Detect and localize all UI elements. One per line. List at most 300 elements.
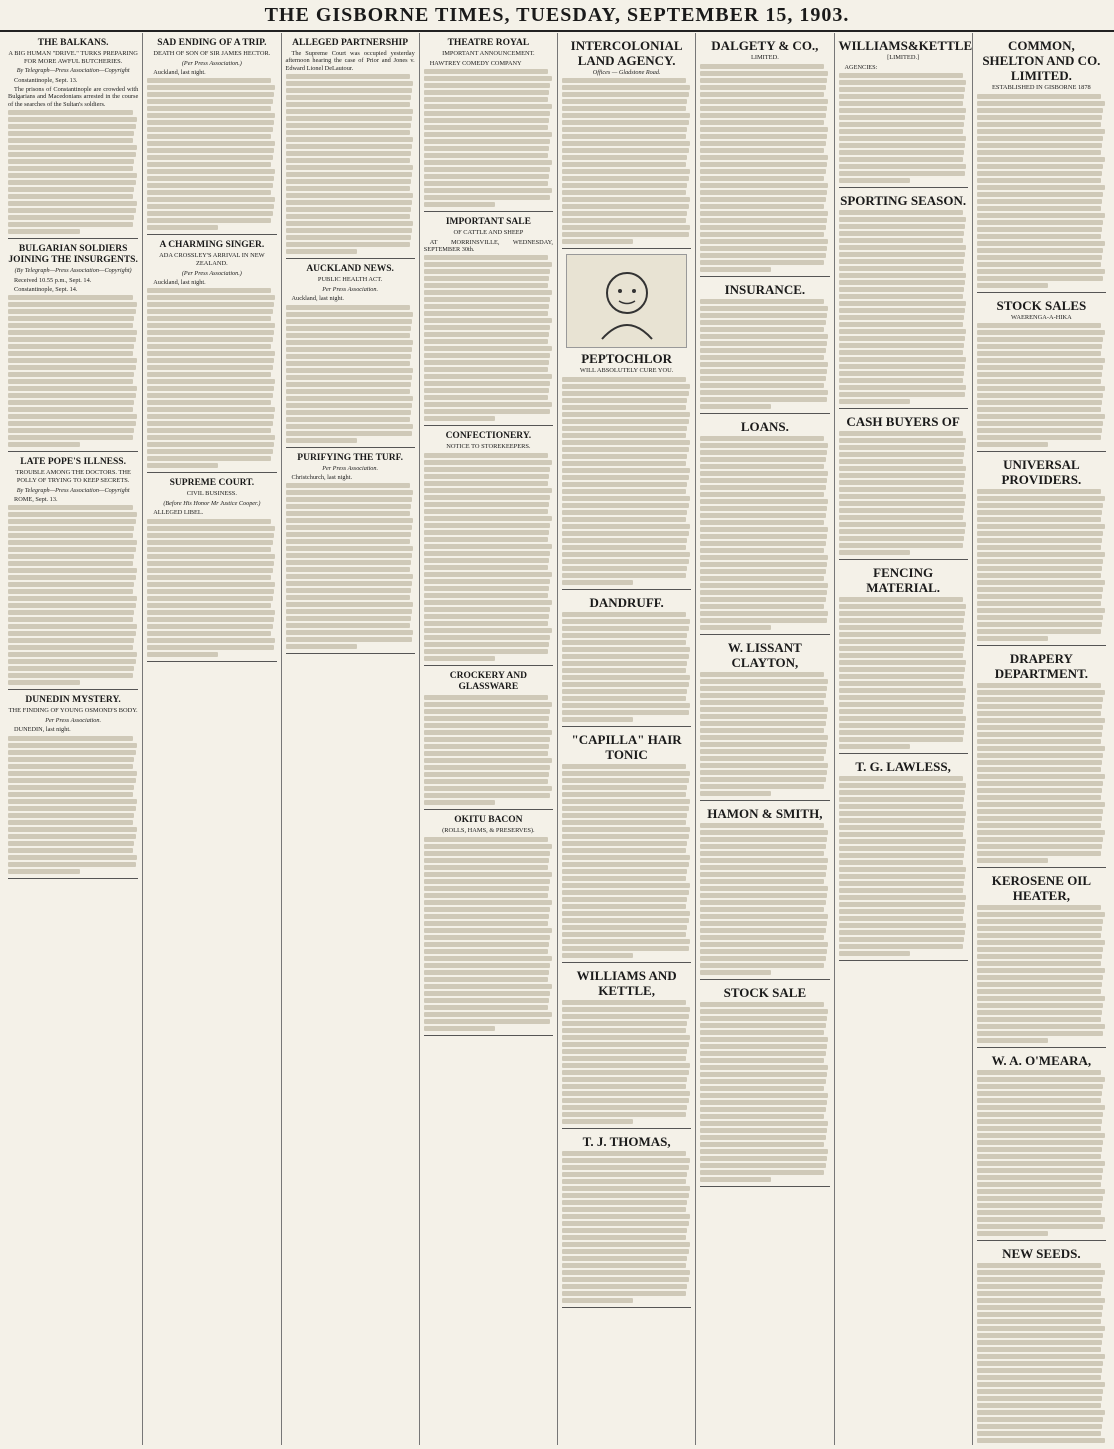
text-line (562, 211, 687, 216)
text-line (562, 440, 690, 445)
text-line (977, 234, 1101, 239)
text-line (286, 525, 413, 530)
text-line (562, 468, 690, 473)
text-line (424, 90, 549, 95)
text-line (977, 192, 1104, 197)
article-headline: PEPTOCHLOR (581, 351, 673, 367)
portrait-illustration (587, 261, 667, 341)
text-line (977, 580, 1105, 585)
text-line (424, 751, 548, 756)
text-line (977, 1354, 1105, 1359)
text-line (424, 963, 551, 968)
text-line (700, 464, 824, 469)
text-line (286, 109, 414, 114)
text-line (147, 449, 272, 454)
text-line (700, 253, 825, 258)
text-line (424, 453, 548, 458)
text-line (147, 407, 275, 412)
text-line (8, 652, 137, 657)
article-paragraph: HAWTREY COMEDY COMPANY (429, 59, 522, 67)
text-line (839, 846, 966, 851)
text-line (977, 954, 1102, 959)
text-line (977, 732, 1102, 737)
text-line (839, 674, 964, 679)
article-subhead: TROUBLE AMONG THE DOCTORS. THE POLLY OF TRYING TO KEEP SECRETS. (15, 469, 131, 485)
text-line (700, 513, 825, 518)
text-line (562, 1063, 690, 1068)
text-line (700, 120, 824, 125)
article-headline: STOCK SALE (723, 984, 807, 1000)
article-subhead: PUBLIC HEALTH ACT. (317, 276, 383, 284)
text-line (424, 402, 552, 407)
text-line (562, 1119, 633, 1124)
text-line (700, 327, 824, 332)
text-line (839, 515, 963, 520)
text-line (700, 555, 828, 560)
text-line (8, 624, 137, 629)
text-line (562, 384, 690, 389)
article (424, 431, 553, 666)
text-line (424, 723, 548, 728)
column-rule (424, 211, 553, 212)
text-line (562, 799, 690, 804)
text-line (147, 631, 271, 636)
article (562, 732, 691, 963)
text-line (286, 200, 413, 205)
columns (4, 33, 1110, 1445)
article (424, 671, 553, 810)
text-line (424, 530, 549, 535)
text-line (424, 76, 552, 81)
text-line (8, 834, 136, 839)
text-line (839, 350, 963, 355)
text-line (562, 1042, 689, 1047)
text-line (700, 239, 828, 244)
text-line (700, 1163, 825, 1168)
text-line (424, 367, 548, 372)
text-line (562, 911, 690, 916)
text-line (562, 883, 690, 888)
text-line (977, 594, 1102, 599)
text-line (286, 637, 413, 642)
article (286, 38, 415, 259)
text-line (562, 412, 690, 417)
text-line (147, 295, 275, 300)
text-line (424, 290, 552, 295)
text-line (839, 646, 964, 651)
text-line (562, 531, 689, 536)
text-line (839, 709, 963, 714)
text-line (839, 797, 964, 802)
text-line (700, 1142, 824, 1147)
text-line (286, 319, 413, 324)
article-headline: DRAPERY DEPARTMENT. (994, 651, 1089, 682)
text-line (977, 601, 1101, 606)
text-line (8, 215, 134, 220)
text-line (839, 867, 967, 872)
text-line (424, 118, 549, 123)
text-line (700, 1044, 827, 1049)
text-line (147, 176, 274, 181)
text-line (286, 333, 410, 338)
text-line (839, 343, 964, 348)
text-line (839, 392, 966, 397)
text-line (839, 832, 963, 837)
text-line (8, 201, 137, 206)
text-line (424, 551, 551, 556)
text-line (700, 749, 825, 754)
text-line (977, 739, 1101, 744)
text-line (977, 414, 1105, 419)
text-line (562, 813, 687, 818)
text-line (839, 378, 963, 383)
text-line (977, 1154, 1101, 1159)
text-line (424, 737, 551, 742)
text-line (977, 517, 1101, 522)
text-line (8, 659, 136, 664)
text-line (977, 1161, 1105, 1166)
text-line (286, 235, 411, 240)
article-body (147, 509, 276, 656)
text-line (977, 1424, 1102, 1429)
text-line (562, 148, 689, 153)
text-line (8, 561, 133, 566)
text-line (839, 115, 966, 120)
text-line (700, 71, 828, 76)
text-line (424, 374, 552, 379)
text-line (562, 225, 690, 230)
text-line (424, 537, 548, 542)
article-headline: "CAPILLA" HAIR TONIC (571, 732, 682, 762)
text-line (8, 505, 133, 510)
text-line (8, 393, 136, 398)
article (977, 457, 1106, 646)
text-line (147, 428, 271, 433)
text-line (424, 181, 548, 186)
text-line (839, 723, 966, 728)
text-line (562, 1021, 687, 1026)
text-line (977, 503, 1104, 508)
text-line (562, 1291, 686, 1296)
text-line (562, 183, 687, 188)
article-body (424, 60, 553, 207)
text-line (286, 186, 410, 191)
column-rule (700, 276, 829, 277)
text-line (424, 886, 549, 891)
text-line (8, 610, 134, 615)
text-line (562, 85, 690, 90)
text-line (977, 1217, 1105, 1222)
text-line (977, 629, 1101, 634)
text-line (700, 211, 828, 216)
text-line (839, 790, 966, 795)
text-line (562, 1049, 687, 1054)
text-line (286, 116, 413, 121)
text-line (286, 609, 413, 614)
text-line (424, 318, 552, 323)
text-line (562, 925, 687, 930)
text-line (286, 228, 413, 233)
text-line (700, 700, 824, 705)
article-headline: PURIFYING THE TURF. (297, 452, 403, 463)
text-line (562, 1284, 687, 1289)
text-line (562, 190, 686, 195)
text-line (977, 711, 1101, 716)
article (424, 815, 553, 1036)
article-headline: HAMON & SMITH, (707, 805, 823, 821)
column-rule (839, 187, 968, 188)
text-line (700, 404, 771, 409)
text-line (424, 984, 552, 989)
text-line (700, 851, 824, 856)
text-line (8, 316, 134, 321)
article-byline: Per Press Association. (45, 717, 102, 725)
text-line (286, 88, 413, 93)
text-line (839, 550, 910, 555)
text-line (700, 949, 827, 954)
text-line (424, 600, 552, 605)
article (8, 244, 138, 452)
text-line (424, 195, 551, 200)
text-line (424, 558, 549, 563)
text-line (424, 325, 551, 330)
text-line (562, 1000, 686, 1005)
text-line (286, 567, 410, 572)
text-line (562, 855, 690, 860)
text-line (424, 332, 549, 337)
text-line (147, 183, 272, 188)
article (700, 282, 829, 414)
text-line (8, 166, 133, 171)
article-headline: T. J. THOMAS, (582, 1134, 671, 1149)
text-line (700, 78, 827, 83)
text-line (839, 737, 963, 742)
column-rule (424, 425, 553, 426)
article-body (424, 837, 553, 1031)
text-line (839, 87, 966, 92)
text-line (977, 1112, 1104, 1117)
text-line (839, 301, 967, 306)
text-line (700, 197, 825, 202)
text-line (977, 961, 1101, 966)
text-line (562, 405, 686, 410)
article-paragraph: AT MORRINSVILLE, WEDNESDAY, SEPTEMBER 30th. (423, 238, 553, 253)
text-line (562, 141, 690, 146)
text-line (8, 680, 80, 685)
text-line (424, 481, 548, 486)
text-line (562, 120, 689, 125)
text-line (700, 714, 827, 719)
text-line (839, 143, 966, 148)
text-line (700, 383, 824, 388)
text-line (286, 382, 411, 387)
text-line (700, 436, 824, 441)
text-line (839, 653, 963, 658)
text-line (562, 510, 687, 515)
article-subhead: OF CATTLE AND SHEEP (453, 229, 524, 236)
text-line (8, 827, 137, 832)
text-line (147, 127, 272, 132)
text-line (700, 928, 825, 933)
text-line (286, 354, 411, 359)
article-body (562, 764, 691, 958)
text-line (286, 483, 410, 488)
text-line (286, 410, 411, 415)
text-line (562, 1263, 686, 1268)
text-line (562, 619, 690, 624)
text-line (286, 165, 414, 170)
text-line (977, 774, 1105, 779)
text-line (700, 721, 825, 726)
text-line (424, 656, 495, 661)
masthead: THE GISBORNE TIMES, TUESDAY, SEPTEMBER 15, 1903. (0, 0, 1114, 32)
text-line (562, 580, 633, 585)
text-line (286, 137, 414, 142)
text-line (424, 872, 552, 877)
text-line (700, 313, 827, 318)
column-2 (142, 33, 280, 1445)
article (424, 38, 553, 212)
column-rule (562, 1307, 691, 1308)
text-line (424, 544, 552, 549)
column-rule (977, 1047, 1106, 1048)
column-rule (562, 248, 691, 249)
text-line (700, 728, 824, 733)
text-line (700, 443, 828, 448)
text-line (977, 975, 1104, 980)
text-line (839, 776, 963, 781)
text-line (562, 682, 689, 687)
text-line (424, 844, 552, 849)
text-line (562, 391, 689, 396)
text-line (286, 497, 413, 502)
text-line (562, 668, 686, 673)
text-line (839, 473, 966, 478)
article-body (8, 496, 138, 685)
text-line (424, 388, 549, 393)
text-line (977, 393, 1104, 398)
text-line (8, 582, 134, 587)
text-line (147, 596, 272, 601)
text-line (839, 618, 964, 623)
text-line (562, 710, 689, 715)
text-line (424, 607, 551, 612)
text-line (700, 893, 827, 898)
text-line (286, 347, 413, 352)
text-line (562, 113, 690, 118)
text-line (977, 982, 1102, 987)
text-line (977, 1417, 1104, 1422)
article (562, 351, 691, 590)
text-line (839, 895, 967, 900)
text-line (977, 115, 1102, 120)
text-line (839, 287, 964, 292)
text-line (977, 1231, 1048, 1236)
text-line (700, 534, 827, 539)
text-line (977, 330, 1105, 335)
text-line (700, 320, 825, 325)
text-line (8, 323, 133, 328)
text-line (700, 837, 827, 842)
text-line (8, 771, 137, 776)
article (147, 478, 276, 661)
text-line (562, 1014, 689, 1019)
text-line (977, 968, 1105, 973)
text-line (8, 806, 136, 811)
text-line (562, 475, 689, 480)
article-headline: W. LISSANT CLAYTON, (727, 639, 802, 670)
text-line (562, 426, 687, 431)
article-headline: THEATRE ROYAL (447, 38, 530, 48)
text-line (839, 702, 964, 707)
text-line (700, 99, 828, 104)
text-line (700, 457, 825, 462)
article-body (147, 279, 276, 468)
text-line (977, 1105, 1105, 1110)
text-line (977, 919, 1104, 924)
text-line (700, 225, 825, 230)
text-line (286, 312, 414, 317)
text-line (700, 1016, 827, 1021)
text-line (839, 459, 963, 464)
text-line (562, 162, 686, 167)
text-line (147, 190, 271, 195)
article-headline: INTERCOLONIAL LAND AGENCY. (570, 38, 683, 68)
text-line (562, 524, 690, 529)
text-line (8, 428, 134, 433)
text-line (700, 362, 828, 367)
text-line (700, 64, 824, 69)
article-body (562, 377, 691, 585)
text-line (977, 1410, 1105, 1415)
text-line (700, 686, 827, 691)
text-line (424, 614, 549, 619)
text-line (977, 1031, 1104, 1036)
column-rule (286, 653, 415, 654)
text-line (977, 185, 1105, 190)
text-line (147, 603, 271, 608)
text-line (977, 1305, 1104, 1310)
text-line (977, 344, 1102, 349)
text-line (147, 211, 272, 216)
text-line (839, 860, 963, 865)
article (839, 759, 968, 961)
text-line (977, 1298, 1105, 1303)
text-line (8, 792, 133, 797)
text-line (839, 681, 963, 686)
text-line (977, 1182, 1101, 1187)
column-rule (977, 645, 1106, 646)
text-line (424, 495, 551, 500)
article (977, 651, 1106, 868)
column-rule (839, 559, 968, 560)
text-line (977, 622, 1102, 627)
text-line (424, 97, 548, 102)
text-line (8, 778, 136, 783)
text-line (8, 187, 134, 192)
text-line (424, 977, 548, 982)
column-rule (839, 960, 968, 961)
text-line (147, 302, 274, 307)
text-line (8, 131, 134, 136)
text-line (562, 806, 689, 811)
text-line (424, 153, 548, 158)
text-line (147, 288, 271, 293)
text-line (977, 912, 1105, 917)
article (8, 457, 138, 690)
text-line (147, 442, 274, 447)
text-line (286, 158, 410, 163)
